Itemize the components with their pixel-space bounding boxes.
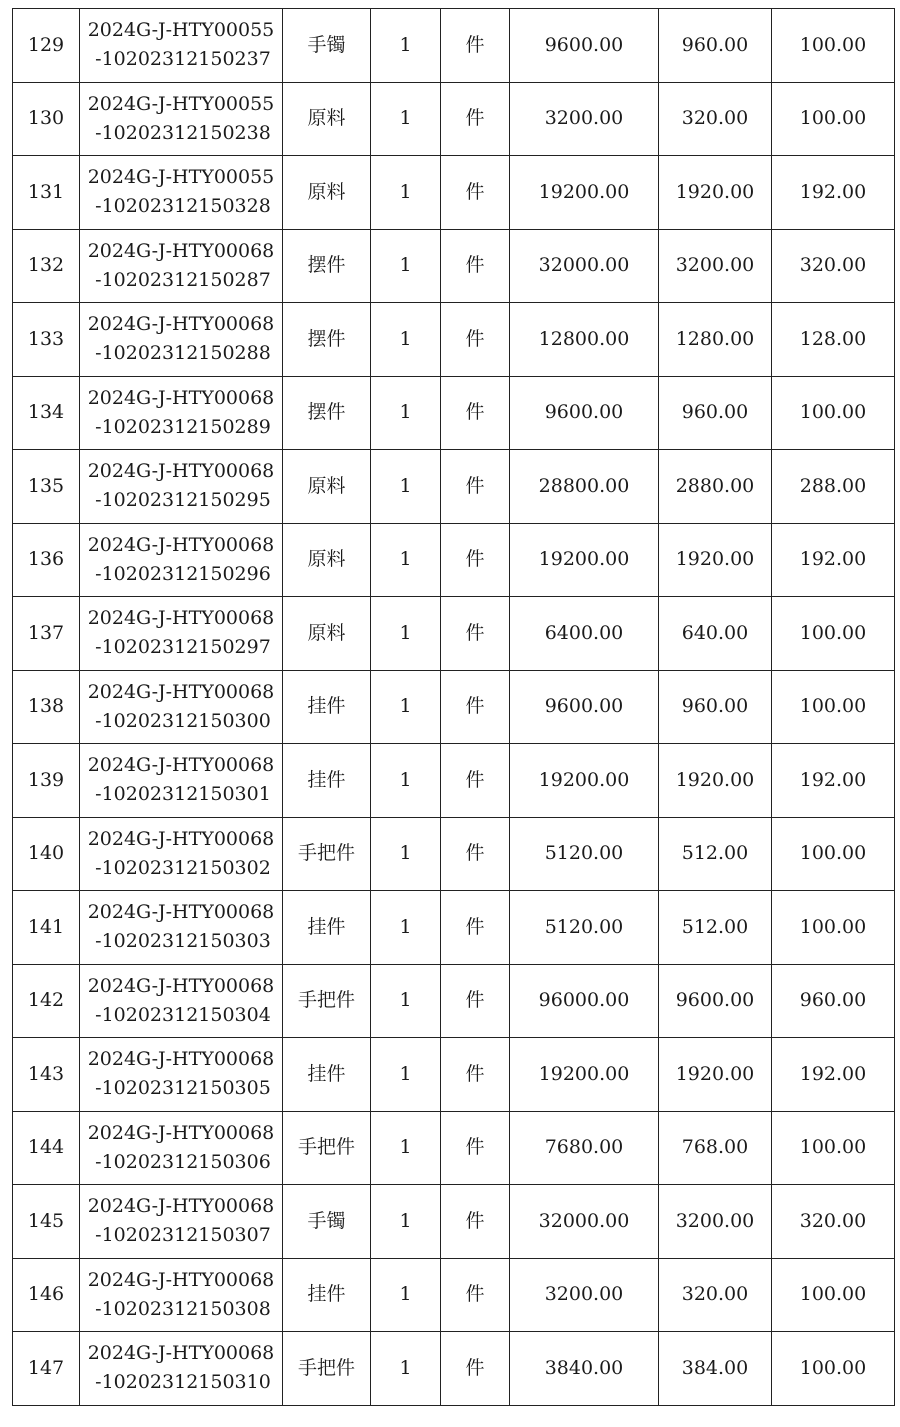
name-cell: 挂件 — [283, 1038, 371, 1112]
amount-cell: 3200.00 — [510, 82, 659, 156]
code-line-1: 2024G-J-HTY00068 — [87, 386, 275, 409]
table-row — [13, 1185, 895, 1259]
code-line-2: -10202312150304 — [95, 1003, 271, 1026]
table-row — [13, 964, 895, 1038]
unit-cell: 件 — [441, 229, 510, 303]
code-line-1: 2024G-J-HTY00068 — [87, 1048, 275, 1071]
table-row — [13, 1332, 895, 1406]
code-cell — [80, 9, 283, 83]
value-a-cell: 2880.00 — [659, 450, 772, 524]
code-line-1: 2024G-J-HTY00068 — [87, 827, 275, 850]
code-cell — [80, 1111, 283, 1185]
unit-cell: 件 — [441, 1111, 510, 1185]
code-cell — [80, 82, 283, 156]
item-table — [12, 8, 895, 1406]
quantity-cell: 1 — [371, 229, 441, 303]
unit-cell: 件 — [441, 1332, 510, 1406]
code-line-2: -10202312150297 — [95, 636, 271, 659]
table-row — [13, 1111, 895, 1185]
name-cell: 原料 — [283, 597, 371, 671]
unit-cell: 件 — [441, 376, 510, 450]
value-b-cell: 100.00 — [772, 376, 895, 450]
value-a-cell: 1920.00 — [659, 523, 772, 597]
code-cell — [80, 1185, 283, 1259]
amount-cell: 6400.00 — [510, 597, 659, 671]
value-a-cell: 960.00 — [659, 670, 772, 744]
name-cell: 手把件 — [283, 964, 371, 1038]
value-a-cell: 768.00 — [659, 1111, 772, 1185]
unit-cell: 件 — [441, 82, 510, 156]
value-b-cell: 100.00 — [772, 670, 895, 744]
value-a-cell: 1920.00 — [659, 156, 772, 230]
code-line-2: -10202312150307 — [95, 1224, 271, 1247]
name-cell: 挂件 — [283, 891, 371, 965]
amount-cell: 32000.00 — [510, 1185, 659, 1259]
value-b-cell: 100.00 — [772, 82, 895, 156]
value-b-cell: 100.00 — [772, 1111, 895, 1185]
value-b-cell: 100.00 — [772, 817, 895, 891]
code-line-2: -10202312150300 — [95, 709, 271, 732]
index-cell: 134 — [13, 376, 80, 450]
value-a-cell: 320.00 — [659, 82, 772, 156]
name-cell: 原料 — [283, 450, 371, 524]
value-b-cell: 100.00 — [772, 597, 895, 671]
code-line-2: -10202312150303 — [95, 930, 271, 953]
quantity-cell: 1 — [371, 9, 441, 83]
unit-cell: 件 — [441, 450, 510, 524]
code-line-2: -10202312150310 — [95, 1371, 271, 1394]
value-a-cell: 1920.00 — [659, 744, 772, 818]
index-cell: 144 — [13, 1111, 80, 1185]
unit-cell: 件 — [441, 1258, 510, 1332]
unit-cell: 件 — [441, 156, 510, 230]
table-row — [13, 229, 895, 303]
name-cell: 手把件 — [283, 817, 371, 891]
quantity-cell: 1 — [371, 303, 441, 377]
value-a-cell: 3200.00 — [659, 1185, 772, 1259]
value-b-cell: 960.00 — [772, 964, 895, 1038]
name-cell: 摆件 — [283, 303, 371, 377]
table-row — [13, 376, 895, 450]
quantity-cell: 1 — [371, 1111, 441, 1185]
index-cell: 140 — [13, 817, 80, 891]
quantity-cell: 1 — [371, 523, 441, 597]
code-line-2: -10202312150328 — [95, 195, 271, 218]
table-row — [13, 744, 895, 818]
code-cell — [80, 376, 283, 450]
quantity-cell: 1 — [371, 1038, 441, 1112]
amount-cell: 32000.00 — [510, 229, 659, 303]
index-cell: 147 — [13, 1332, 80, 1406]
table-row — [13, 817, 895, 891]
table-row — [13, 1258, 895, 1332]
table-row — [13, 156, 895, 230]
code-line-1: 2024G-J-HTY00068 — [87, 680, 275, 703]
code-line-1: 2024G-J-HTY00068 — [87, 239, 275, 262]
value-b-cell: 320.00 — [772, 229, 895, 303]
code-cell — [80, 303, 283, 377]
unit-cell: 件 — [441, 670, 510, 744]
amount-cell: 9600.00 — [510, 9, 659, 83]
code-line-2: -10202312150306 — [95, 1150, 271, 1173]
code-line-1: 2024G-J-HTY00068 — [87, 533, 275, 556]
table-row — [13, 1038, 895, 1112]
table-row — [13, 670, 895, 744]
name-cell: 手把件 — [283, 1111, 371, 1185]
unit-cell: 件 — [441, 597, 510, 671]
quantity-cell: 1 — [371, 964, 441, 1038]
value-a-cell: 320.00 — [659, 1258, 772, 1332]
amount-cell: 19200.00 — [510, 523, 659, 597]
amount-cell: 28800.00 — [510, 450, 659, 524]
amount-cell: 3840.00 — [510, 1332, 659, 1406]
value-a-cell: 512.00 — [659, 891, 772, 965]
unit-cell: 件 — [441, 891, 510, 965]
code-line-2: -10202312150308 — [95, 1297, 271, 1320]
quantity-cell: 1 — [371, 1332, 441, 1406]
code-cell — [80, 156, 283, 230]
index-cell: 141 — [13, 891, 80, 965]
code-line-2: -10202312150305 — [95, 1077, 271, 1100]
quantity-cell: 1 — [371, 744, 441, 818]
code-cell — [80, 670, 283, 744]
index-cell: 137 — [13, 597, 80, 671]
amount-cell: 5120.00 — [510, 891, 659, 965]
value-a-cell: 3200.00 — [659, 229, 772, 303]
value-a-cell: 1920.00 — [659, 1038, 772, 1112]
name-cell: 挂件 — [283, 670, 371, 744]
code-line-2: -10202312150301 — [95, 783, 271, 806]
code-line-1: 2024G-J-HTY00068 — [87, 974, 275, 997]
unit-cell: 件 — [441, 964, 510, 1038]
quantity-cell: 1 — [371, 1258, 441, 1332]
name-cell: 挂件 — [283, 744, 371, 818]
quantity-cell: 1 — [371, 817, 441, 891]
index-cell: 132 — [13, 229, 80, 303]
code-cell — [80, 817, 283, 891]
code-line-1: 2024G-J-HTY00068 — [87, 901, 275, 924]
code-cell — [80, 1332, 283, 1406]
quantity-cell: 1 — [371, 891, 441, 965]
amount-cell: 7680.00 — [510, 1111, 659, 1185]
name-cell: 挂件 — [283, 1258, 371, 1332]
name-cell: 手把件 — [283, 1332, 371, 1406]
index-cell: 133 — [13, 303, 80, 377]
amount-cell: 96000.00 — [510, 964, 659, 1038]
code-line-2: -10202312150289 — [95, 415, 271, 438]
value-b-cell: 100.00 — [772, 891, 895, 965]
table-row — [13, 450, 895, 524]
value-b-cell: 192.00 — [772, 156, 895, 230]
amount-cell: 3200.00 — [510, 1258, 659, 1332]
amount-cell: 9600.00 — [510, 376, 659, 450]
code-line-2: -10202312150302 — [95, 856, 271, 879]
index-cell: 142 — [13, 964, 80, 1038]
value-b-cell: 100.00 — [772, 1332, 895, 1406]
index-cell: 130 — [13, 82, 80, 156]
value-b-cell: 128.00 — [772, 303, 895, 377]
code-line-2: -10202312150237 — [95, 48, 271, 71]
index-cell: 135 — [13, 450, 80, 524]
unit-cell: 件 — [441, 1038, 510, 1112]
quantity-cell: 1 — [371, 82, 441, 156]
name-cell: 原料 — [283, 82, 371, 156]
code-cell — [80, 1038, 283, 1112]
code-cell — [80, 229, 283, 303]
unit-cell: 件 — [441, 744, 510, 818]
value-a-cell: 384.00 — [659, 1332, 772, 1406]
table-row — [13, 523, 895, 597]
table-row — [13, 82, 895, 156]
code-line-1: 2024G-J-HTY00068 — [87, 754, 275, 777]
value-b-cell: 100.00 — [772, 1258, 895, 1332]
name-cell: 摆件 — [283, 376, 371, 450]
amount-cell: 19200.00 — [510, 1038, 659, 1112]
value-a-cell: 512.00 — [659, 817, 772, 891]
code-line-1: 2024G-J-HTY00068 — [87, 607, 275, 630]
value-b-cell: 100.00 — [772, 9, 895, 83]
code-cell — [80, 450, 283, 524]
value-a-cell: 9600.00 — [659, 964, 772, 1038]
quantity-cell: 1 — [371, 597, 441, 671]
unit-cell: 件 — [441, 523, 510, 597]
name-cell: 原料 — [283, 156, 371, 230]
index-cell: 131 — [13, 156, 80, 230]
value-b-cell: 288.00 — [772, 450, 895, 524]
value-b-cell: 192.00 — [772, 1038, 895, 1112]
value-b-cell: 320.00 — [772, 1185, 895, 1259]
value-a-cell: 960.00 — [659, 376, 772, 450]
table-body — [13, 9, 895, 1406]
code-cell — [80, 964, 283, 1038]
code-line-2: -10202312150238 — [95, 121, 271, 144]
index-cell: 145 — [13, 1185, 80, 1259]
amount-cell: 19200.00 — [510, 156, 659, 230]
code-line-2: -10202312150296 — [95, 562, 271, 585]
name-cell: 手镯 — [283, 9, 371, 83]
code-line-1: 2024G-J-HTY00068 — [87, 1268, 275, 1291]
value-a-cell: 640.00 — [659, 597, 772, 671]
code-cell — [80, 891, 283, 965]
index-cell: 146 — [13, 1258, 80, 1332]
quantity-cell: 1 — [371, 1185, 441, 1259]
unit-cell: 件 — [441, 9, 510, 83]
name-cell: 手镯 — [283, 1185, 371, 1259]
index-cell: 136 — [13, 523, 80, 597]
code-cell — [80, 744, 283, 818]
quantity-cell: 1 — [371, 450, 441, 524]
code-line-1: 2024G-J-HTY00055 — [87, 92, 275, 115]
value-a-cell: 1280.00 — [659, 303, 772, 377]
code-line-1: 2024G-J-HTY00068 — [87, 1342, 275, 1365]
code-line-1: 2024G-J-HTY00068 — [87, 460, 275, 483]
table-row — [13, 597, 895, 671]
unit-cell: 件 — [441, 817, 510, 891]
amount-cell: 5120.00 — [510, 817, 659, 891]
index-cell: 139 — [13, 744, 80, 818]
name-cell: 原料 — [283, 523, 371, 597]
index-cell: 138 — [13, 670, 80, 744]
amount-cell: 19200.00 — [510, 744, 659, 818]
value-a-cell: 960.00 — [659, 9, 772, 83]
code-line-1: 2024G-J-HTY00055 — [87, 19, 275, 42]
code-line-1: 2024G-J-HTY00055 — [87, 166, 275, 189]
value-b-cell: 192.00 — [772, 744, 895, 818]
quantity-cell: 1 — [371, 376, 441, 450]
unit-cell: 件 — [441, 303, 510, 377]
value-b-cell: 192.00 — [772, 523, 895, 597]
quantity-cell: 1 — [371, 156, 441, 230]
code-cell — [80, 523, 283, 597]
table-row — [13, 303, 895, 377]
table-row — [13, 891, 895, 965]
amount-cell: 12800.00 — [510, 303, 659, 377]
code-cell — [80, 1258, 283, 1332]
amount-cell: 9600.00 — [510, 670, 659, 744]
code-line-2: -10202312150295 — [95, 489, 271, 512]
code-cell — [80, 597, 283, 671]
table-row — [13, 9, 895, 83]
unit-cell: 件 — [441, 1185, 510, 1259]
quantity-cell: 1 — [371, 670, 441, 744]
code-line-1: 2024G-J-HTY00068 — [87, 1121, 275, 1144]
index-cell: 143 — [13, 1038, 80, 1112]
code-line-2: -10202312150288 — [95, 342, 271, 365]
code-line-1: 2024G-J-HTY00068 — [87, 313, 275, 336]
index-cell: 129 — [13, 9, 80, 83]
code-line-1: 2024G-J-HTY00068 — [87, 1195, 275, 1218]
name-cell: 摆件 — [283, 229, 371, 303]
code-line-2: -10202312150287 — [95, 268, 271, 291]
